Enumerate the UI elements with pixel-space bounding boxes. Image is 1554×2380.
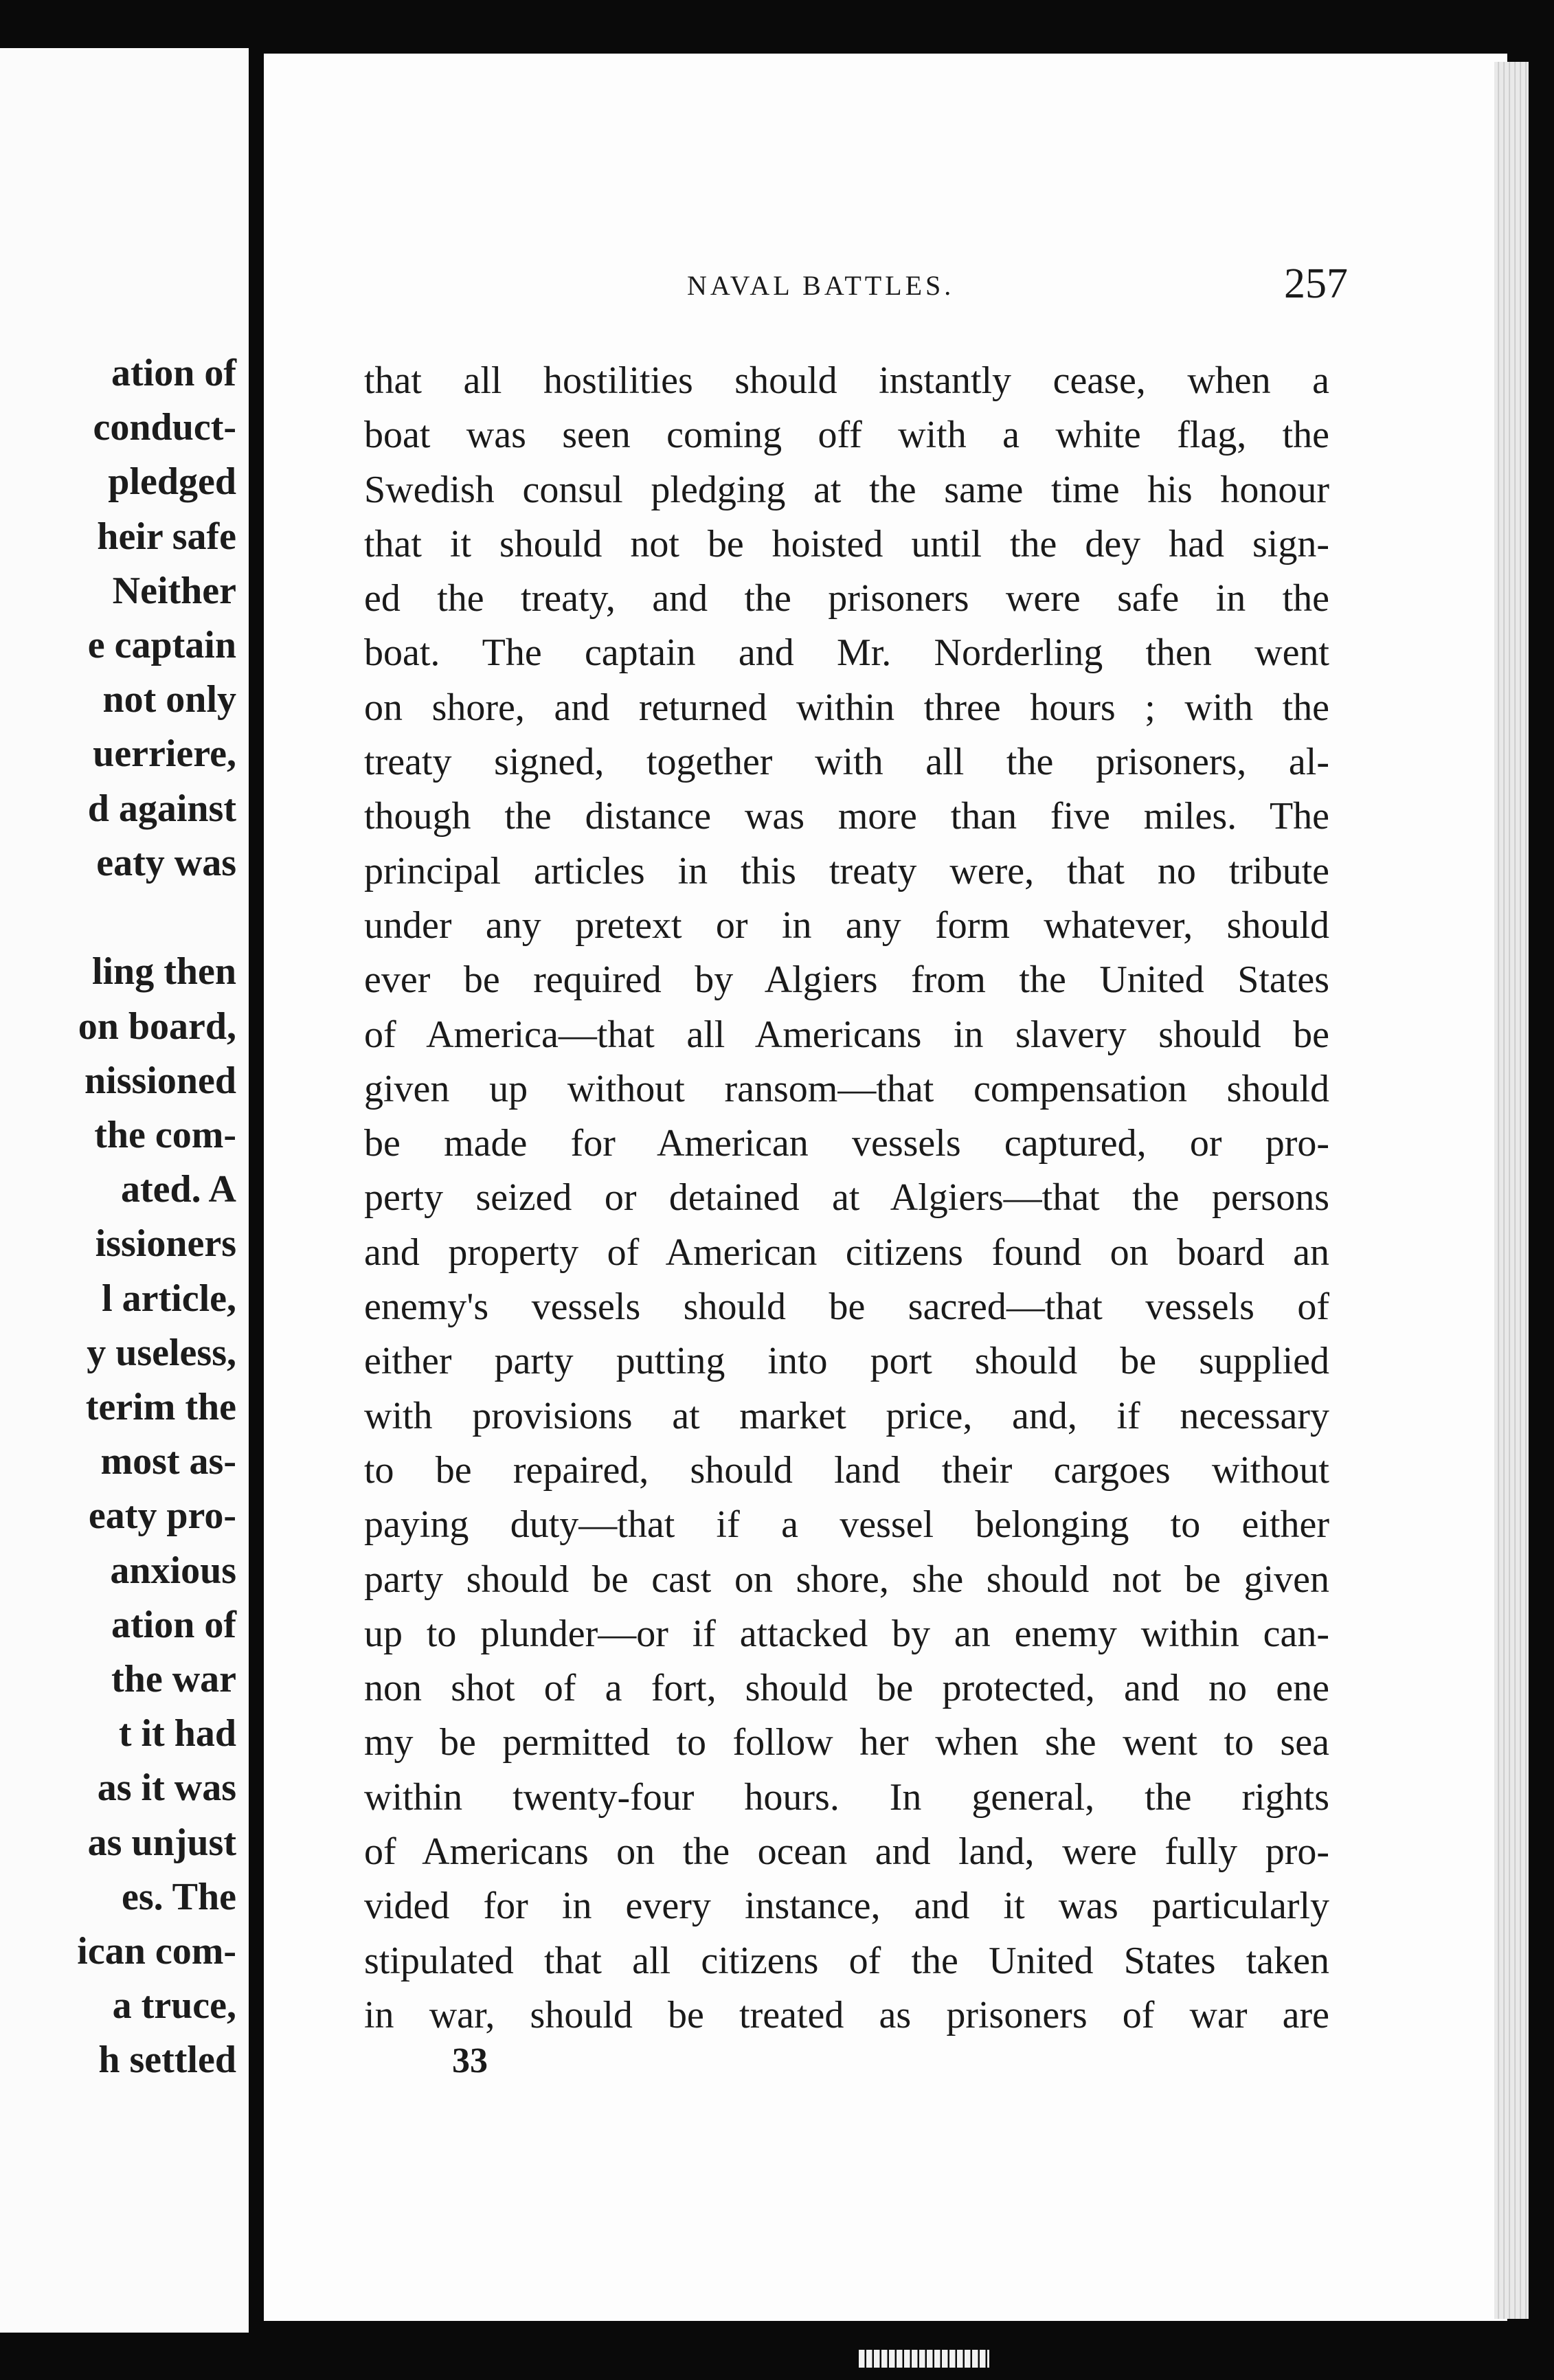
- text-line: up to plunder—or if attacked by an enemy within can-: [364, 1612, 1329, 1655]
- facing-page-line: ling then: [91, 950, 236, 993]
- page-edges: [1494, 62, 1529, 2319]
- facing-page-line: eaty was: [96, 842, 236, 884]
- text-line: though the distance was more than five miles. The: [364, 795, 1329, 838]
- text-line: to be repaired, should land their cargoes without: [364, 1448, 1329, 1492]
- facing-page-line: t it had: [118, 1712, 236, 1755]
- facing-page-line: anxious: [110, 1549, 236, 1592]
- text-line: under any pretext or in any form whatever, should: [364, 903, 1329, 947]
- facing-page-line: ation of: [111, 352, 236, 394]
- text-line: on shore, and returned within three hours ; with the: [364, 686, 1329, 729]
- text-line: Swedish consul pledging at the same time his honour: [364, 468, 1329, 511]
- text-line: of America—that all Americans in slavery should be: [364, 1013, 1329, 1056]
- text-line: that all hostilities should instantly cease, when a: [364, 359, 1329, 402]
- facing-page-line: l article,: [102, 1277, 236, 1320]
- text-line: with provisions at market price, and, if necessary: [364, 1394, 1329, 1437]
- facing-page-line: ation of: [111, 1604, 236, 1646]
- text-line: perty seized or detained at Algiers—that the persons: [364, 1176, 1329, 1220]
- text-line: my be permitted to follow her when she went to sea: [364, 1721, 1329, 1764]
- facing-page-line: heir safe: [97, 515, 236, 558]
- facing-page-line: terim the: [85, 1386, 236, 1428]
- text-line: be made for American vessels captured, or pro-: [364, 1122, 1329, 1165]
- facing-page-line: d against: [87, 787, 236, 830]
- facing-page-line: eaty pro-: [88, 1494, 236, 1537]
- facing-page-line: pledged: [108, 460, 236, 503]
- facing-page-line: the war: [111, 1658, 236, 1700]
- text-line: either party putting into port should be supplied: [364, 1340, 1329, 1383]
- text-line: principal articles in this treaty were, that no tribute: [364, 849, 1329, 892]
- facing-page-line: a truce,: [112, 1984, 236, 2027]
- facing-page-line: ated. A: [121, 1168, 236, 1211]
- facing-page-line: most as-: [100, 1440, 236, 1483]
- text-line: non shot of a fort, should be protected, and no ene: [364, 1667, 1329, 1710]
- text-line: given up without ransom—that compensation should: [364, 1067, 1329, 1110]
- facing-page-line: uerriere,: [93, 732, 236, 775]
- binding-ribbon: [859, 2350, 989, 2368]
- text-line: stipulated that all citizens of the United States taken: [364, 1939, 1329, 1982]
- signature-mark: 33: [452, 2041, 488, 2080]
- facing-page-line: nissioned: [85, 1059, 236, 1102]
- facing-page-line: on board,: [78, 1005, 236, 1048]
- facing-page-line: h settled: [98, 2039, 236, 2081]
- facing-page-line: the com-: [94, 1114, 236, 1156]
- text-line: that it should not be hoisted until the dey had sign-: [364, 522, 1329, 565]
- facing-page-line: ican com-: [77, 1930, 236, 1973]
- text-line: enemy's vessels should be sacred—that vessels of: [364, 1286, 1329, 1329]
- running-head: NAVAL BATTLES.: [687, 270, 955, 301]
- text-line: within twenty-four hours. In general, the rights: [364, 1775, 1329, 1819]
- page-number: 257: [1284, 260, 1348, 307]
- book-gutter: [249, 41, 264, 2333]
- text-line: party should be cast on shore, she should not be given: [364, 1558, 1329, 1601]
- text-line: ever be required by Algiers from the United States: [364, 958, 1329, 1002]
- text-line: boat was seen coming off with a white flag, the: [364, 414, 1329, 457]
- facing-page-line: as it was: [97, 1766, 236, 1809]
- text-line: ed the treaty, and the prisoners were safe in the: [364, 577, 1329, 620]
- facing-page-line: es. The: [122, 1876, 236, 1918]
- facing-page-line: not only: [102, 678, 236, 721]
- body-text: [364, 354, 1329, 2043]
- text-line: boat. The captain and Mr. Norderling then went: [364, 631, 1329, 675]
- facing-page-line: conduct-: [93, 406, 236, 449]
- facing-page-line: e captain: [87, 624, 236, 666]
- text-line: vided for in every instance, and it was particularly: [364, 1885, 1329, 1928]
- facing-page-line: issioners: [95, 1222, 236, 1265]
- facing-page-fragment: [0, 48, 249, 2333]
- facing-page-line: as unjust: [87, 1821, 236, 1864]
- text-line: in war, should be treated as prisoners of war are: [364, 1993, 1329, 2036]
- text-line: and property of American citizens found on board an: [364, 1231, 1329, 1274]
- text-line: treaty signed, together with all the prisoners, al-: [364, 741, 1329, 784]
- text-line: paying duty—that if a vessel belonging to either: [364, 1503, 1329, 1547]
- facing-page-line: y useless,: [87, 1332, 236, 1374]
- facing-page-line: Neither: [112, 570, 236, 612]
- text-line: of Americans on the ocean and land, were fully pro-: [364, 1830, 1329, 1874]
